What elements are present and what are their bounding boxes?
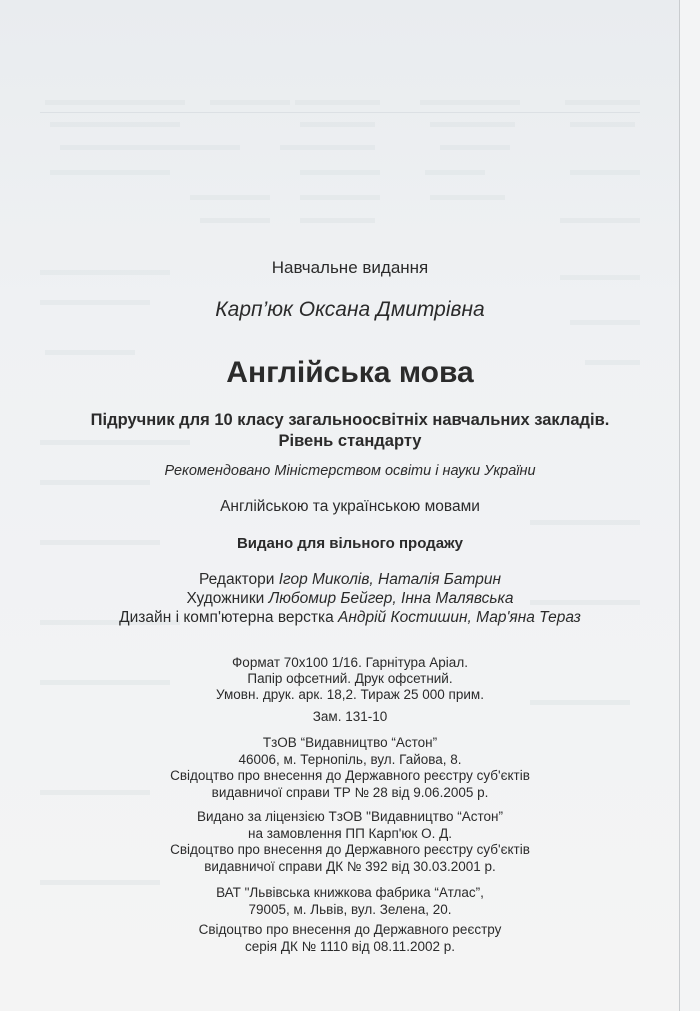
credit-names: Андрій Костишин, Мар'яна Тераз (338, 609, 581, 626)
license-line: Видано за ліцензією ТзОВ "Видавництво “Астон” (197, 809, 503, 824)
show-through (210, 100, 290, 105)
book-title: Англійська мова (226, 356, 474, 389)
printer-line: ВАТ "Львівська книжкова фабрика “Атлас”, (216, 885, 484, 900)
show-through (60, 145, 240, 150)
show-through (300, 122, 375, 127)
show-through (530, 520, 640, 525)
author-name: Карп’юк Оксана Дмитрівна (215, 298, 485, 321)
subtitle-line: Рівень стандарту (278, 432, 422, 450)
format-line: Папір офсетний. Друк офсетний. (247, 671, 453, 686)
publisher-info (0, 735, 700, 801)
show-through (295, 100, 380, 105)
credit-role: Редактори (198, 571, 275, 588)
show-through (430, 195, 505, 200)
show-through (190, 195, 270, 200)
credit-names: Любомир Бейгер, Інна Малявська (268, 590, 514, 607)
credit-role: Художники (186, 590, 265, 607)
show-through (560, 218, 640, 223)
publisher-line: видавничої справи ТР № 28 від 9.06.2005 р. (211, 784, 489, 800)
publisher-line: 46006, м. Тернопіль, вул. Гайова, 8. (238, 751, 462, 767)
show-through (40, 480, 150, 485)
credit-design (0, 608, 700, 627)
ministry-recommendation: Рекомендовано Міністерством освіти і науки України (164, 463, 536, 479)
publisher-line: Свідоцтво про внесення до Державного реєстру суб'єктів (170, 768, 530, 783)
license-info (0, 809, 700, 875)
show-through (565, 100, 640, 105)
order-number: Зам. 131-10 (312, 709, 388, 724)
printer-certificate-line: Свідоцтво про внесення до Державного реєстру (198, 922, 502, 937)
printer-certificate-line: серія ДК № 1110 від 08.11.2002 р. (245, 938, 455, 954)
show-through (45, 100, 185, 105)
show-through (280, 145, 375, 150)
printer-line: 79005, м. Львів, вул. Зелена, 20. (248, 901, 452, 917)
show-through (430, 122, 515, 127)
printer-info (0, 885, 700, 955)
license-line: на замовлення ПП Карп'юк О. Д. (247, 825, 453, 841)
languages-note: Англійською та українською мовами (220, 498, 480, 515)
publisher-line: ТзОВ “Видавництво “Астон” (262, 735, 438, 750)
show-through (300, 170, 380, 175)
show-through (300, 218, 375, 223)
show-through (300, 195, 380, 200)
format-line: Формат 70x100 1/16. Гарнітура Аріал. (232, 655, 468, 670)
show-through (50, 122, 180, 127)
credit-names: Ігор Миколів, Наталія Батрин (278, 571, 502, 588)
license-line: видавничої справи ДК № 392 від 30.03.2001 р. (204, 858, 496, 874)
book-subtitle (0, 410, 700, 452)
format-details (0, 655, 700, 703)
credits (0, 570, 700, 627)
license-line: Свідоцтво про внесення до Державного реєстру суб'єктів (170, 842, 530, 857)
show-through (440, 145, 510, 150)
show-through (200, 218, 270, 223)
format-line: Умовн. друк. арк. 18,2. Тираж 25 000 прим. (216, 687, 484, 702)
show-through-rule (40, 112, 640, 113)
show-through (45, 350, 135, 355)
show-through (50, 170, 170, 175)
show-through (425, 170, 485, 175)
credit-role: Дизайн і комп'ютерна верстка (119, 609, 334, 626)
credit-editors (0, 570, 700, 589)
sale-note: Видано для вільного продажу (236, 535, 464, 552)
publication-type: Навчальне видання (271, 258, 429, 277)
show-through (420, 100, 520, 105)
show-through (570, 122, 635, 127)
subtitle-line: Підручник для 10 класу загальноосвітніх навчальних закладів. (90, 411, 610, 429)
credit-artists (0, 589, 700, 608)
show-through (570, 170, 640, 175)
